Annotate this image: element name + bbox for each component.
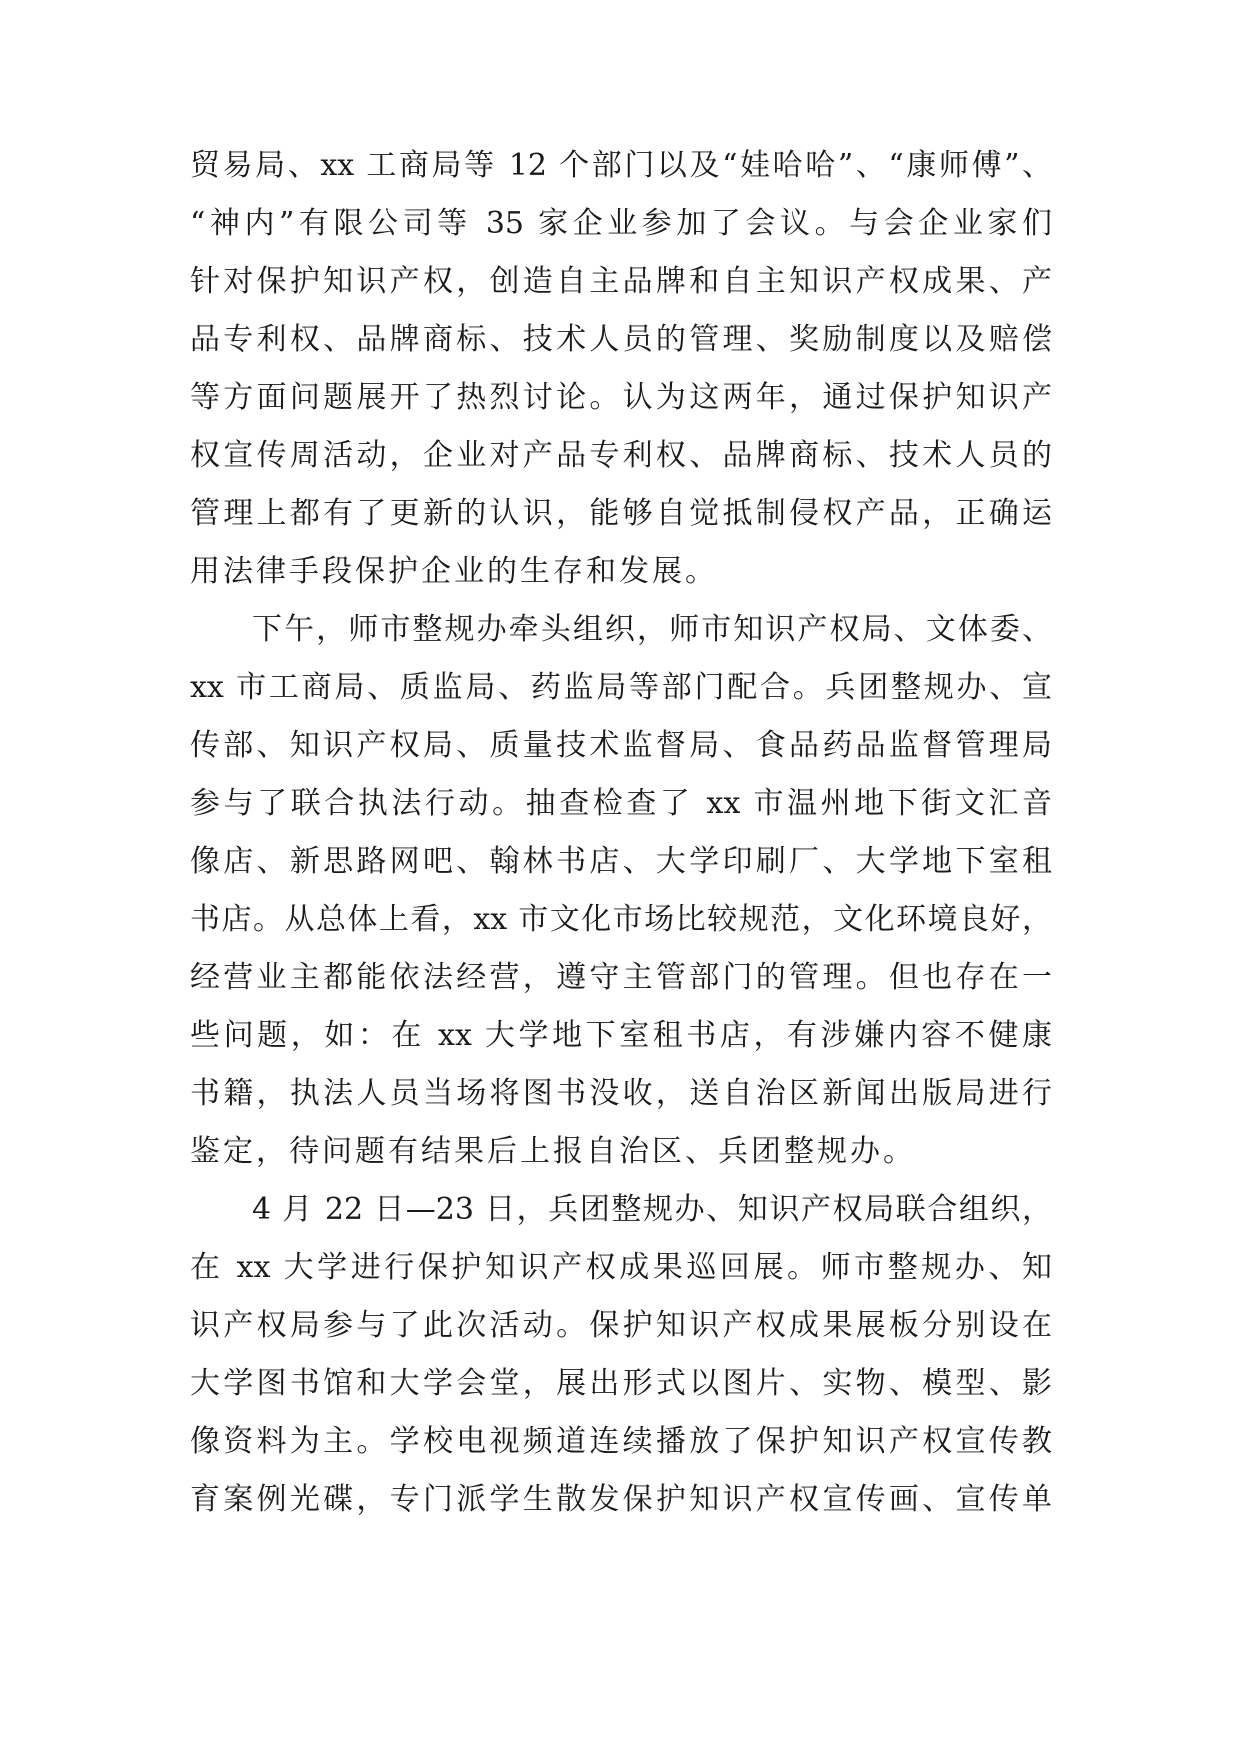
text-line: 育案例光碟，专门派学生散发保护知识产权宣传画、宣传单: [190, 1482, 1052, 1517]
text-line: 传部、知识产权局、质量技术监督局、食品药品监督管理局: [190, 728, 1052, 763]
text-line: 针对保护知识产权，创造自主品牌和自主知识产权成果、产: [190, 264, 1052, 299]
body-text: [190, 137, 1052, 1529]
text-line: 鉴定，待问题有结果后上报自治区、兵团整规办。: [190, 1134, 916, 1169]
text-line: 书籍，执法人员当场将图书没收，送自治区新闻出版局进行: [190, 1076, 1052, 1111]
text-line: xx 市工商局、质监局、药监局等部门配合。兵团整规办、宣: [190, 670, 1052, 705]
text-line: 像资料为主。学校电视频道连续播放了保护知识产权宣传教: [190, 1424, 1052, 1459]
text-line: 下午，师市整规办牵头组织，师市知识产权局、文体委、: [252, 612, 1052, 647]
text-line: 权宣传周活动，企业对产品专利权、品牌商标、技术人员的: [190, 438, 1052, 473]
text-line: 像店、新思路网吧、翰林书店、大学印刷厂、大学地下室租: [190, 844, 1052, 879]
text-line: 4 月 22 日—23 日，兵团整规办、知识产权局联合组织，: [252, 1192, 1052, 1227]
text-line: 贸易局、xx 工商局等 12 个部门以及“娃哈哈”、“康师傅”、: [190, 148, 1052, 183]
text-line: 书店。从总体上看，xx 市文化市场比较规范，文化环境良好，: [190, 902, 1052, 937]
text-line: 等方面问题展开了热烈讨论。认为这两年，通过保护知识产: [190, 380, 1052, 415]
text-line: 参与了联合执法行动。抽查检查了 xx 市温州地下街文汇音: [190, 786, 1052, 821]
text-line: 用法律手段保护企业的生存和发展。: [190, 554, 718, 589]
text-line: 品专利权、品牌商标、技术人员的管理、奖励制度以及赔偿: [190, 322, 1052, 357]
text-line: 经营业主都能依法经营，遵守主管部门的管理。但也存在一: [190, 960, 1052, 995]
text-line: 大学图书馆和大学会堂，展出形式以图片、实物、模型、影: [190, 1366, 1052, 1401]
text-line: 管理上都有了更新的认识，能够自觉抵制侵权产品，正确运: [190, 496, 1052, 531]
text-line: 在 xx 大学进行保护知识产权成果巡回展。师市整规办、知: [190, 1250, 1052, 1285]
text-line: “神内”有限公司等 35 家企业参加了会议。与会企业家们: [190, 206, 1052, 241]
text-line: 些问题，如：在 xx 大学地下室租书店，有涉嫌内容不健康: [190, 1018, 1052, 1053]
text-line: 识产权局参与了此次活动。保护知识产权成果展板分别设在: [190, 1308, 1052, 1343]
